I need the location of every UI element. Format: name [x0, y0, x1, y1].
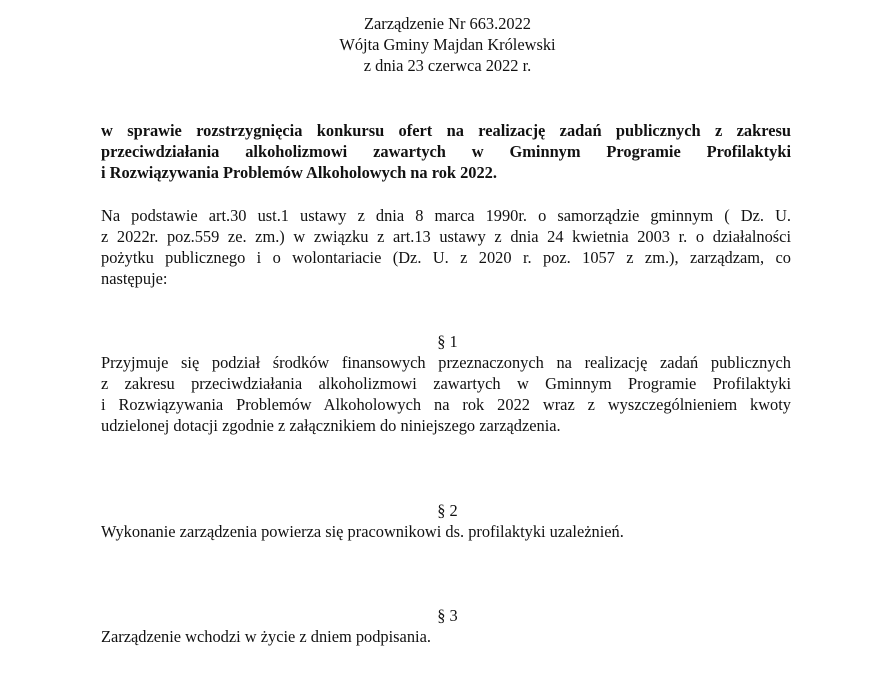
section-line: z zakresu przeciwdziałania alkoholizmowi zawartych w Gminnym Programie Profilaktyki — [101, 374, 791, 393]
section-3-body — [101, 626, 791, 647]
preamble — [101, 205, 791, 289]
ordinance-date: z dnia 23 czerwca 2022 r. — [363, 56, 532, 75]
issuing-authority: Wójta Gminy Majdan Królewski — [339, 35, 556, 54]
section-line: Przyjmuje się podział środków finansowych przeznaczonych na realizację zadań publicznych — [101, 353, 791, 372]
subject-line: i Rozwiązywania Problemów Alkoholowych na rok 2022. — [101, 163, 497, 182]
section-line: Wykonanie zarządzenia powierza się pracownikowi ds. profilaktyki uzależnień. — [101, 522, 624, 541]
section-mark-1: § 1 — [437, 332, 458, 351]
ordinance-subject — [101, 120, 791, 183]
preamble-line: następuje: — [101, 269, 168, 288]
document-header — [0, 13, 895, 76]
preamble-line: Na podstawie art.30 ust.1 ustawy z dnia 8 marca 1990r. o samorządzie gminnym ( Dz. U. — [101, 206, 791, 225]
preamble-line: pożytku publicznego i o wolontariacie (Dz. U. z 2020 r. poz. 1057 z zm.), zarządzam, co — [101, 248, 791, 267]
section-line: udzielonej dotacji zgodnie z załącznikiem do niniejszego zarządzenia. — [101, 416, 561, 435]
section-mark-3: § 3 — [437, 606, 458, 625]
ordinance-number: Zarządzenie Nr 663.2022 — [363, 14, 532, 33]
section-mark-2: § 2 — [437, 501, 458, 520]
subject-line: przeciwdziałania alkoholizmowi zawartych w Gminnym Programie Profilaktyki — [101, 142, 791, 161]
subject-line: w sprawie rozstrzygnięcia konkursu ofert na realizację zadań publicznych z zakresu — [101, 121, 791, 140]
section-1-body — [101, 352, 791, 436]
section-line: Zarządzenie wchodzi w życie z dniem podpisania. — [101, 627, 431, 646]
preamble-line: z 2022r. poz.559 ze. zm.) w związku z art.13 ustawy z dnia 24 kwietnia 2003 r. o działalności — [101, 227, 791, 246]
section-line: i Rozwiązywania Problemów Alkoholowych na rok 2022 wraz z wyszczególnieniem kwoty — [101, 395, 791, 414]
section-2-body — [101, 521, 791, 542]
